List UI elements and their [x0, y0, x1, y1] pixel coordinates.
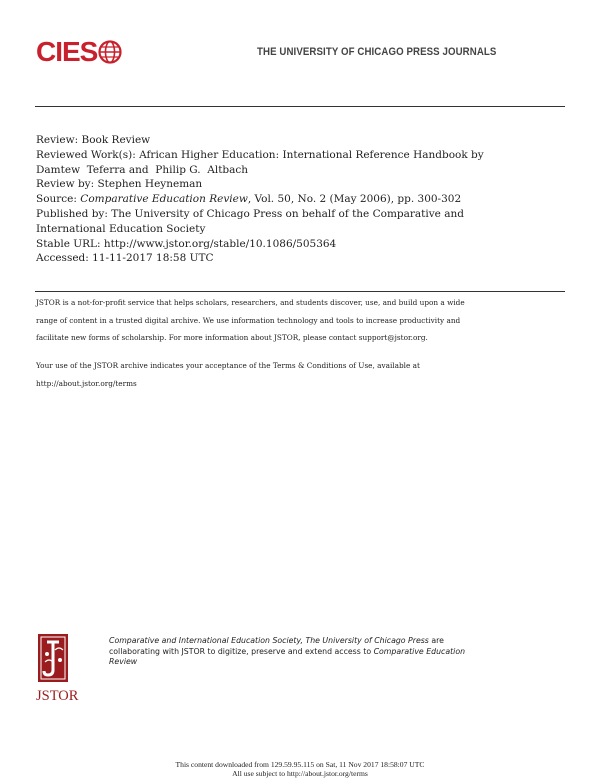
jstor-notice-line: JSTOR is a not-for-profit service that helps scholars, researchers, and students discover, use, and build upon a wide	[36, 298, 465, 307]
metadata-divider	[35, 291, 565, 292]
publisher-logo-text: THE UNIVERSITY OF CHICAGO PRESS JOURNALS	[257, 46, 497, 58]
published-by-line-cont: International Education Society	[36, 222, 206, 235]
collaboration-statement	[109, 636, 549, 668]
terms-notice	[36, 357, 566, 392]
accessed-line: Accessed: 11-11-2017 18:58 UTC	[36, 252, 214, 265]
collaboration-line: Review	[109, 657, 138, 667]
jstor-emblem-icon	[36, 634, 82, 706]
collaboration-line: collaborating with JSTOR to digitize, preserve and extend access to Comparative Education	[109, 646, 466, 656]
collaborating-orgs: Comparative and International Education Society, The University of Chicago Press	[109, 636, 429, 645]
terms-notice-line: Your use of the JSTOR archive indicates your acceptance of the Terms & Conditions of Use, available at	[36, 361, 420, 370]
collaboration-line: Comparative and International Education Society, The University of Chicago Press are	[109, 636, 444, 645]
reviewed-works-authors: Damtew Teferra and Philip G. Altbach	[36, 163, 249, 176]
jstor-notice	[36, 294, 566, 347]
download-footer	[0, 761, 600, 779]
collaboration-journal: Comparative Education	[373, 646, 466, 656]
reviewed-works-line: Reviewed Work(s): African Higher Education: International Reference Handbook by	[36, 148, 484, 161]
jstor-notice-line: facilitate new forms of scholarship. For more information about JSTOR, please contact support@jstor.org.	[36, 333, 428, 342]
footer-line: This content downloaded from 129.59.95.115 on Sat, 11 Nov 2017 18:58:07 UTC	[175, 760, 425, 769]
footer-terms-link[interactable]: All use subject to http://about.jstor.org/terms	[232, 768, 368, 778]
cies-logo	[36, 36, 128, 72]
jstor-notice-line: range of content in a trusted digital archive. We use information technology and tools to increase productivity and	[36, 315, 461, 325]
jstor-logo	[36, 634, 82, 706]
cies-logo-text: CIES	[36, 36, 98, 67]
stable-url-link: http://www.jstor.org/stable/10.1086/505364	[103, 237, 337, 250]
publisher-logo	[248, 42, 508, 62]
header-divider	[35, 106, 565, 107]
review-by-line: Review by: Stephen Heyneman	[36, 178, 203, 191]
source-journal: Comparative Education Review	[80, 193, 248, 206]
globe-icon	[98, 40, 122, 64]
published-by-line: Published by: The University of Chicago Press on behalf of the Comparative and	[36, 207, 464, 220]
source-line: Source: Comparative Education Review, Vol. 50, No. 2 (May 2006), pp. 300-302	[36, 193, 462, 206]
terms-url-link[interactable]: http://about.jstor.org/terms	[36, 378, 137, 388]
review-line: Review: Book Review	[36, 134, 151, 146]
jstor-logo-text: JSTOR	[36, 688, 79, 704]
citation-metadata	[36, 133, 576, 266]
stable-url-line[interactable]: Stable URL: http://www.jstor.org/stable/10.1086/505364	[36, 237, 337, 250]
